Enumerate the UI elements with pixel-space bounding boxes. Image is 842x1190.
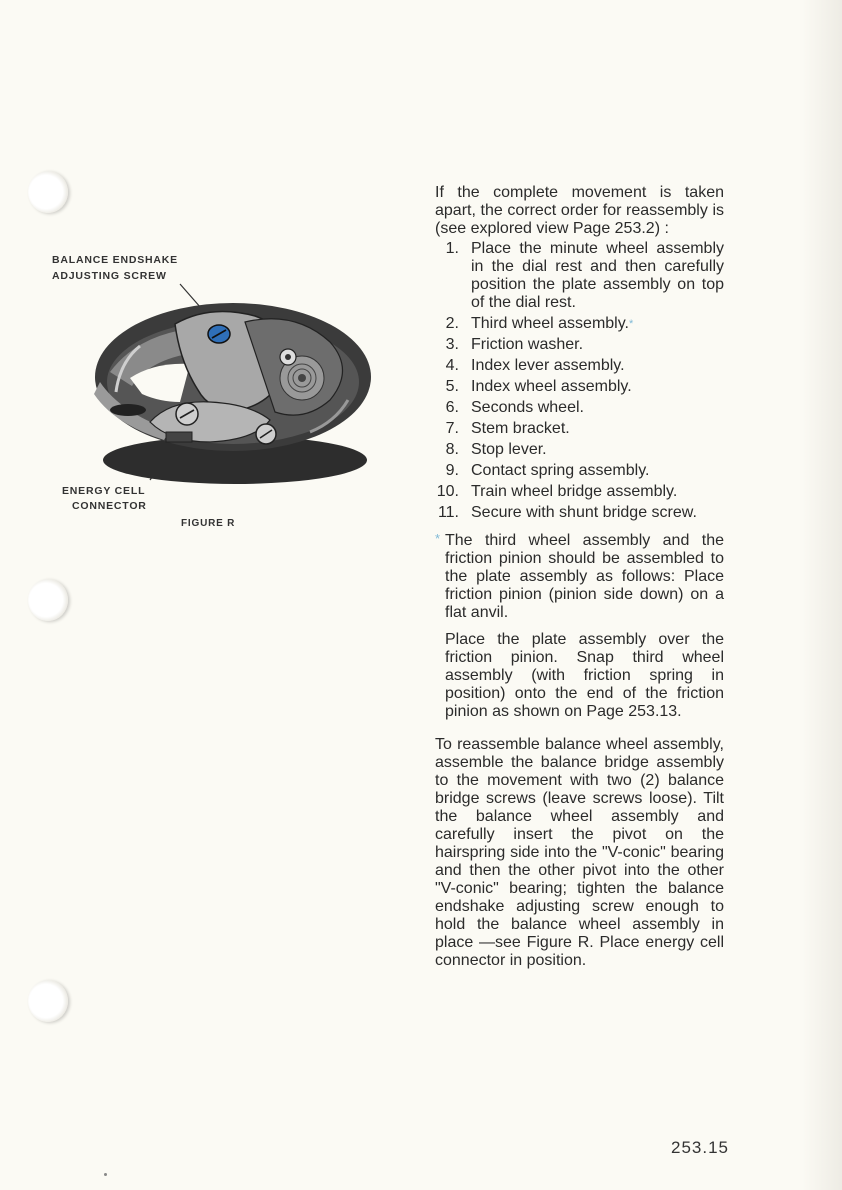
reassembly-steps — [435, 240, 724, 522]
page-number: 253.15 — [671, 1138, 729, 1157]
step-text: Contact spring assembly. — [471, 462, 650, 479]
step-item — [435, 315, 724, 333]
step-text: Stem bracket. — [471, 420, 570, 437]
step-item — [435, 336, 724, 354]
page-edge-shade — [802, 0, 842, 1190]
step-text: Secure with shunt bridge screw. — [471, 504, 697, 521]
step-item — [435, 483, 724, 501]
step-text: Seconds wheel. — [471, 399, 584, 416]
balance-wheel-paragraph: To reassemble balance wheel assembly, assemble the balance bridge assembly to the movement with two (2) balance bridge screws (leave screws loose). Tilt the balance wheel assembly and carefully insert the pivot on the hairspring side into the "V-conic" bearing and then the other pivot into the other "V-conic" bearing; tighten the balance endshake adjusting screw enough to hold the balance wheel assembly in place —see Figure R. Place energy cell connector in position. — [435, 736, 724, 969]
step-item — [435, 378, 724, 396]
step-number: 1. — [445, 240, 459, 257]
binder-hole-bottom — [28, 980, 68, 1022]
step-text: Friction washer. — [471, 336, 584, 353]
step-item — [435, 504, 724, 522]
step-number: 6. — [445, 399, 459, 416]
note-asterisk: * — [435, 531, 441, 546]
step-number: 7. — [445, 420, 459, 437]
step-number: 10. — [436, 483, 459, 500]
footnote-asterisk: * — [628, 318, 634, 330]
step-item — [435, 441, 724, 459]
step-number: 3. — [445, 336, 459, 353]
step-text: Index wheel assembly. — [471, 378, 632, 395]
step-text: Place the minute wheel assembly in the dial rest and then carefully position the plate assembly on top of the dial rest. — [471, 240, 724, 311]
balance-label-line2: ADJUSTING SCREW — [52, 270, 167, 282]
step-number: 9. — [445, 462, 459, 479]
step-text: Train wheel bridge assembly. — [471, 483, 678, 500]
speck — [104, 1173, 107, 1176]
step-text: Third wheel assembly. — [471, 315, 629, 332]
watch-movement-illustration — [80, 282, 380, 507]
step-number: 5. — [445, 378, 459, 395]
step-item — [435, 357, 724, 375]
step-number: 11. — [437, 504, 459, 521]
step-number: 4. — [445, 357, 459, 374]
step-item — [435, 240, 724, 312]
plate-assembly-note: Place the plate assembly over the friction pinion. Snap third wheel assembly (with friction spring in position) onto the end of the friction pinion as shown on Page 253.13. — [445, 631, 724, 720]
energy-label-line2: CONNECTOR — [72, 500, 147, 512]
binder-hole-top — [28, 171, 68, 213]
step-text: Stop lever. — [471, 441, 547, 458]
step-item — [435, 420, 724, 438]
balance-label-line1: BALANCE ENDSHAKE — [52, 254, 178, 266]
text-column — [435, 184, 724, 970]
third-wheel-note — [435, 532, 724, 622]
energy-cell-connector — [166, 432, 192, 442]
intro-paragraph: If the complete movement is taken apart, the correct order for reassembly is (see explored view Page 253.2) : — [435, 184, 724, 237]
energy-label-line1: ENERGY CELL — [62, 485, 146, 497]
step-number: 8. — [445, 441, 459, 458]
step-item — [435, 462, 724, 480]
figure-caption: FIGURE R — [181, 518, 236, 529]
step-text: Index lever assembly. — [471, 357, 625, 374]
step-item — [435, 399, 724, 417]
step-number: 2. — [445, 315, 459, 332]
note-text: The third wheel assembly and the friction pinion should be assembled to the plate assembly as follows: Place friction pinion (pinion side down) on a flat anvil. — [445, 532, 724, 621]
binder-hole-middle — [28, 579, 68, 621]
